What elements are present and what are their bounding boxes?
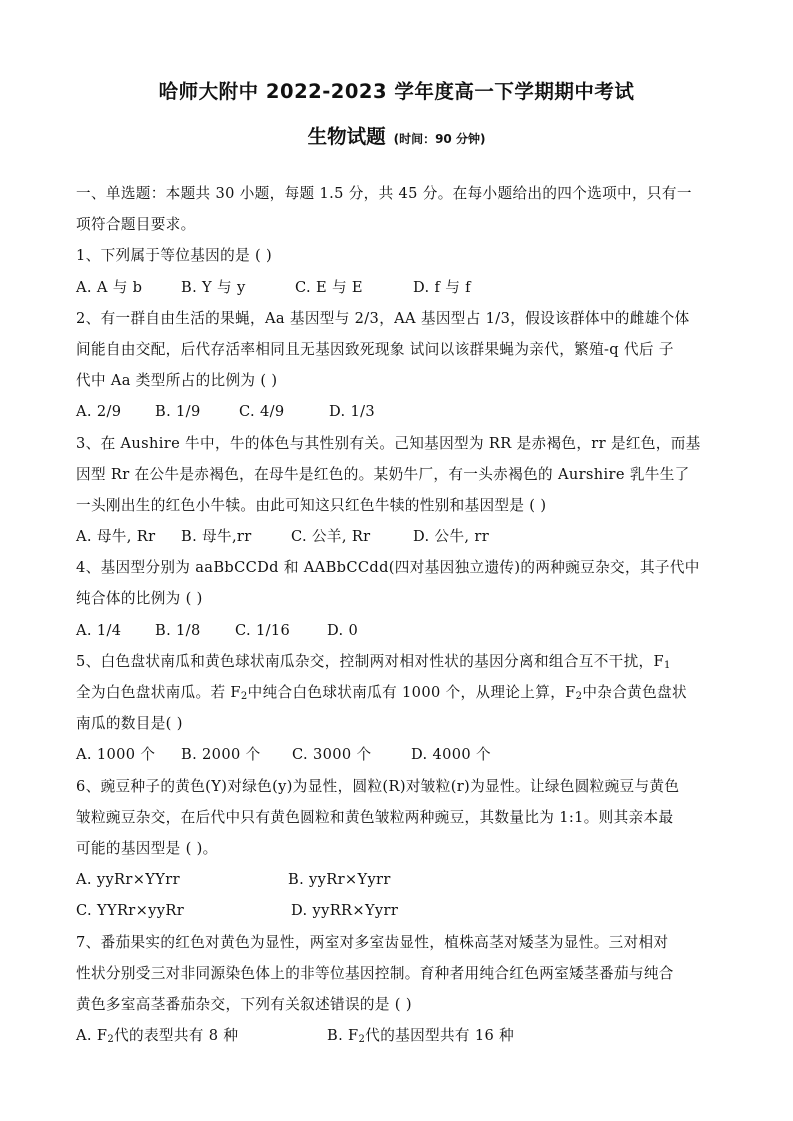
- subscript: 2: [358, 1034, 366, 1046]
- option-b: B. 母牛,rr: [181, 528, 252, 546]
- question-3-line: 一头刚出生的红色小牛犊。由此可知这只红色牛犊的性别和基因型是 ( ): [76, 496, 547, 514]
- option-c: C. 3000 个: [292, 746, 372, 764]
- question-7-line: 性状分别受三对非同源染色体上的非等位基因控制。育种者用纯合红色两室矮茎番茄与纯合: [76, 964, 674, 982]
- option-a: A. 1000 个: [76, 746, 156, 764]
- question-5-text: 中杂合黄色盘状: [582, 684, 687, 701]
- question-3-options: [76, 521, 720, 552]
- question-2-line: 代中 Aa 类型所占的比例为 ( ): [76, 372, 278, 390]
- question-2-options: [76, 396, 720, 427]
- exam-subtitle: [0, 121, 793, 149]
- subscript: 1: [663, 659, 671, 671]
- option-c: C. 1/16: [235, 621, 291, 639]
- option-b: B. 1/9: [155, 403, 201, 421]
- subscript: 2: [240, 691, 248, 702]
- exam-title: 哈师大附中 2022-2023 学年度高一下学期期中考试: [158, 80, 635, 103]
- question-1-stem: 1、下列属于等位基因的是 ( ): [76, 247, 273, 265]
- option-b: B. 2000 个: [181, 746, 261, 764]
- question-1-options: [76, 272, 720, 303]
- section-instructions-line: 项符合题目要求。: [76, 216, 196, 234]
- question-4-options: [76, 615, 720, 646]
- option-a: A. 2/9: [76, 403, 122, 421]
- option-b: [327, 1020, 514, 1051]
- option-text: 代的表型共有 8 种: [114, 1027, 239, 1045]
- question-7-line: 黄色多室高茎番茄杂交，下列有关叙述错误的是 ( ): [76, 995, 412, 1013]
- question-5-text: 全为白色盘状南瓜。若 F: [76, 684, 241, 701]
- question-3-line: 因型 Rr 在公牛是赤褐色，在母牛是红色的。某奶牛厂，有一头赤褐色的 Aurshire 乳牛生了: [76, 465, 690, 483]
- question-4-line: 4、基因型分别为 aaBbCCDd 和 AABbCCdd(四对基因独立遗传)的两种豌豆杂交，其子代中: [76, 559, 700, 577]
- subject-title: 生物试题: [307, 125, 386, 148]
- subscript: 2: [107, 1034, 115, 1046]
- question-6-line: 可能的基因型是 ( )。: [76, 839, 218, 857]
- option-d: D. 1/3: [329, 403, 376, 421]
- option-c: C. 公羊, Rr: [291, 528, 371, 546]
- option-text: 代的基因型共有 16 种: [365, 1027, 515, 1045]
- option-b: B. Y 与 y: [181, 278, 246, 296]
- option-a: [76, 1020, 327, 1051]
- exam-body: [76, 178, 720, 1051]
- question-2-line: 间能自由交配，后代存活率相同且无基因致死现象 试问以该群果蝇为亲代，繁殖-q 代后 子: [76, 340, 674, 358]
- option-d: D. yyRR×Yyrr: [291, 902, 399, 920]
- option-a: A. A 与 b: [76, 278, 143, 296]
- question-6-options: [76, 895, 720, 926]
- option-c: C. YYRr×yyRr: [76, 902, 185, 920]
- question-2-line: 2、有一群自由生活的果蝇，Aa 基因型与 2/3，AA 基因型占 1/3，假设该群体中的雌雄个体: [76, 309, 690, 327]
- question-6-line: 6、豌豆种子的黄色(Y)对绿色(y)为显性，圆粒(R)对皱粒(r)为显性。让绿色圆粒豌豆与黄色: [76, 777, 680, 795]
- question-5-options: [76, 739, 720, 770]
- question-5-text: 5、白色盘状南瓜和黄色球状南瓜杂交，控制两对相对性状的基因分离和组合互不干扰，F: [76, 652, 664, 670]
- time-note: (时间：90 分钟): [393, 132, 486, 146]
- option-d: D. f 与 f: [413, 278, 471, 296]
- option-d: D. 公牛, rr: [413, 528, 490, 546]
- question-6-line: 皱粒豌豆杂交，在后代中只有黄色圆粒和黄色皱粒两种豌豆，其数量比为 1:1。则其亲本最: [76, 808, 674, 826]
- section-instructions-line: 一、单选题：本题共 30 小题，每题 1.5 分，共 45 分。在每小题给出的四个选项中，只有一: [76, 185, 692, 202]
- question-7-options: [76, 1020, 720, 1051]
- option-b: B. 1/8: [155, 621, 201, 639]
- option-d: D. 0: [327, 621, 359, 639]
- question-6-options: [76, 864, 720, 895]
- option-d: D. 4000 个: [411, 746, 491, 764]
- option-b: B. yyRr×Yyrr: [288, 871, 391, 889]
- question-3-line: 3、在 Aushire 牛中，牛的体色与其性别有关。己知基因型为 RR 是赤褐色，rr 是红色，而基: [76, 434, 701, 452]
- question-5-text: 中纯合白色球状南瓜有 1000 个，从理论上算，F: [247, 684, 576, 701]
- option-c: C. E 与 E: [295, 278, 363, 296]
- question-7-line: 7、番茄果实的红色对黄色为显性，两室对多室齿显性，植株高茎对矮茎为显性。三对相对: [76, 933, 669, 951]
- option-text: A. F: [76, 1027, 108, 1045]
- question-5-line: 南瓜的数目是( ): [76, 715, 183, 733]
- question-5-line: [76, 646, 720, 677]
- option-a: A. yyRr×YYrr: [76, 871, 180, 889]
- question-5-line: [76, 677, 720, 708]
- option-text: B. F: [327, 1027, 359, 1045]
- subscript: 2: [575, 691, 583, 702]
- option-a: A. 1/4: [76, 621, 122, 639]
- option-a: A. 母牛, Rr: [76, 528, 156, 546]
- question-4-line: 纯合体的比例为 ( ): [76, 590, 203, 608]
- option-c: C. 4/9: [239, 403, 285, 421]
